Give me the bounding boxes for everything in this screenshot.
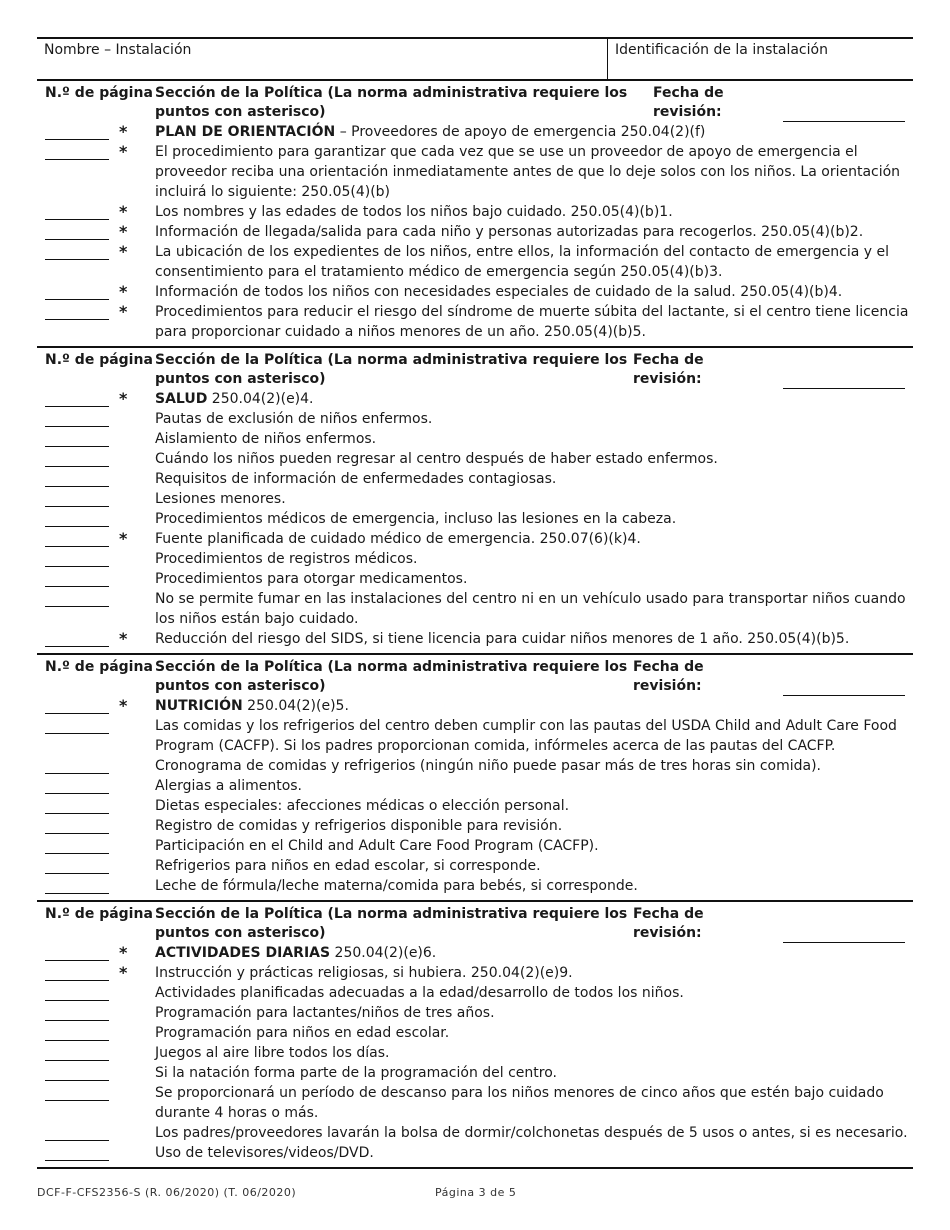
policy-item-text [155,142,913,202]
policy-item-body: Dietas especiales: afecciones médicas o elección personal. [155,798,570,814]
policy-item-body: Uso de televisores/videos/DVD. [155,1145,374,1161]
policy-item-text [155,529,913,549]
page-number-field[interactable] [37,943,147,963]
section-header [37,348,913,389]
policy-item-body: Instrucción y prácticas religiosas, si hubiera. 250.04(2)(e)9. [155,965,573,981]
page-number-field[interactable] [37,629,147,649]
policy-item-body: Pautas de exclusión de niños enfermos. [155,411,433,427]
facility-name-label: Nombre – Instalación [44,42,192,58]
policy-item-text [155,449,913,469]
policy-item-text [155,1063,913,1083]
page-number-field[interactable] [37,1083,147,1103]
page-number-field[interactable] [37,716,147,736]
policy-item-text [155,716,913,756]
policy-item [37,202,913,222]
policy-item [37,449,913,469]
page-number-field[interactable] [37,449,147,469]
policy-item [37,1083,913,1123]
policy-item-text [155,1123,913,1143]
review-date-column-header: Fecha de revisión: [633,906,704,941]
page-number-field[interactable] [37,776,147,796]
review-date-column-header: Fecha de revisión: [633,659,704,694]
required-asterisk: * [119,202,128,221]
page-number-field[interactable] [37,1063,147,1083]
policy-item-text [155,816,913,836]
policy-item [37,122,913,142]
policy-item-body: Procedimientos para otorgar medicamentos. [155,571,468,587]
policy-item-body: Leche de fórmula/leche materna/comida para bebés, si corresponde. [155,878,638,894]
policy-sections [37,81,913,1169]
policy-item-body: Juegos al aire libre todos los días. [155,1045,390,1061]
policy-item [37,816,913,836]
policy-item-body: Actividades planificadas adecuadas a la edad/desarrollo de todos los niños. [155,985,684,1001]
policy-item-text [155,509,913,529]
section-header [37,81,913,122]
policy-item-text [155,242,913,282]
page-number-field[interactable] [37,142,147,162]
policy-section-column-header: Sección de la Política (La norma administrativa requiere los puntos con asterisco) [155,352,628,387]
policy-item-text [155,876,913,896]
policy-item-body: Se proporcionará un período de descanso para los niños menores de cinco años que estén bajo cuidado durante 4 horas o más. [155,1085,884,1121]
policy-item-text [155,469,913,489]
policy-item [37,222,913,242]
page-number-field[interactable] [37,429,147,449]
policy-item-body: Lesiones menores. [155,491,286,507]
form-id: DCF-F-CFS2356-S (R. 06/2020) (T. 06/2020) [37,1186,297,1199]
policy-item [37,569,913,589]
policy-item-heading: SALUD [155,391,208,407]
page-number-field[interactable] [37,963,147,983]
policy-item-body: No se permite fumar en las instalaciones del centro ni en un vehículo usado para transportar niños cuando los niños están bajo cuidado. [155,591,906,627]
policy-item [37,856,913,876]
page-number-field[interactable] [37,876,147,896]
review-date-field[interactable] [743,658,913,696]
required-asterisk: * [119,389,128,408]
policy-item-text [155,696,913,716]
policy-section-column-header: Sección de la Política (La norma administrativa requiere los puntos con asterisco) [155,85,628,120]
page-number-field[interactable] [37,836,147,856]
policy-section [37,348,913,655]
policy-item-body: Los padres/proveedores lavarán la bolsa de dormir/colchonetas después de 5 usos o antes, si es necesario. [155,1125,908,1141]
policy-item [37,429,913,449]
policy-item-text [155,983,913,1003]
policy-item-text [155,756,913,776]
required-asterisk: * [119,242,128,261]
policy-item [37,876,913,896]
policy-item-body: La ubicación de los expedientes de los niños, entre ellos, la información del contacto de emergencia y el consentimiento para el tratamiento médico de emergencia según 250.05(4)(b)3. [155,244,890,280]
required-asterisk: * [119,629,128,648]
policy-item [37,469,913,489]
policy-item-text [155,1143,913,1163]
review-date-field[interactable] [743,351,913,389]
policy-item [37,776,913,796]
policy-item-text [155,1043,913,1063]
policy-item-body: – Proveedores de apoyo de emergencia 250.04(2)(f) [335,124,706,140]
page-number-column-header: N.º de página [45,85,153,101]
policy-item-body: 250.04(2)(e)5. [242,698,349,714]
page-number-field[interactable] [37,589,147,609]
policy-item-text [155,202,913,222]
page-number-field[interactable] [37,549,147,569]
page-number-field[interactable] [37,569,147,589]
required-asterisk: * [119,222,128,241]
policy-item-heading: ACTIVIDADES DIARIAS [155,945,331,961]
policy-item-text [155,1003,913,1023]
page-number-field[interactable] [37,1143,147,1163]
policy-section-column-header: Sección de la Política (La norma administrativa requiere los puntos con asterisco) [155,659,628,694]
policy-section [37,81,913,348]
page-number-column-header: N.º de página [45,906,153,922]
page-number-field[interactable] [37,696,147,716]
policy-item-text [155,429,913,449]
policy-item-body: Programación para lactantes/niños de tres años. [155,1005,495,1021]
form-page [37,37,913,1169]
policy-item [37,389,913,409]
policy-item [37,1143,913,1163]
policy-item-text [155,836,913,856]
review-date-column-header: Fecha de revisión: [653,85,724,120]
page-number: Página 3 de 5 [435,1186,517,1199]
page-number-field[interactable] [37,282,147,302]
policy-item-text [155,122,913,142]
required-asterisk: * [119,142,128,161]
required-asterisk: * [119,302,128,321]
page-number-field[interactable] [37,529,147,549]
policy-item-body: Requisitos de información de enfermedades contagiosas. [155,471,557,487]
policy-section-column-header: Sección de la Política (La norma administrativa requiere los puntos con asterisco) [155,906,628,941]
page-number-field[interactable] [37,1003,147,1023]
policy-item-body: Programación para niños en edad escolar. [155,1025,450,1041]
required-asterisk: * [119,122,128,141]
page-number-field[interactable] [37,1043,147,1063]
policy-item-text [155,1023,913,1043]
facility-id-field[interactable] [608,39,913,79]
page-number-column-header: N.º de página [45,659,153,675]
policy-section [37,655,913,902]
policy-item-body: Fuente planificada de cuidado médico de emergencia. 250.07(6)(k)4. [155,531,641,547]
policy-item-text [155,409,913,429]
policy-item-body: Las comidas y los refrigerios del centro deben cumplir con las pautas del USDA Child and Adult Care Food Program (CACFP). Si los padres proporcionan comida, infórmeles acerca de las pautas del CACFP. [155,718,897,754]
policy-item-body: Procedimientos para reducir el riesgo del síndrome de muerte súbita del lactante, si el centro tiene licencia para proporcionar cuidado a niños menores de un año. 250.05(4)(b)5. [155,304,909,340]
review-date-field[interactable] [743,905,913,943]
policy-item [37,302,913,342]
page-number-column-header: N.º de página [45,352,153,368]
policy-item-text [155,629,913,649]
review-date-field[interactable] [763,84,913,122]
policy-item-text [155,776,913,796]
section-header [37,902,913,943]
policy-item [37,756,913,776]
policy-item-body: Aislamiento de niños enfermos. [155,431,377,447]
policy-item [37,489,913,509]
policy-item-body: Registro de comidas y refrigerios disponible para revisión. [155,818,563,834]
policy-item [37,716,913,756]
policy-item [37,629,913,649]
policy-item [37,242,913,282]
policy-item [37,983,913,1003]
policy-item [37,409,913,429]
policy-item [37,963,913,983]
policy-item [37,1063,913,1083]
page-number-field[interactable] [37,796,147,816]
policy-item-body: Procedimientos médicos de emergencia, incluso las lesiones en la cabeza. [155,511,677,527]
page-number-field[interactable] [37,302,147,322]
required-asterisk: * [119,529,128,548]
page-number-field[interactable] [37,983,147,1003]
page-number-field[interactable] [37,509,147,529]
page-number-field[interactable] [37,389,147,409]
policy-item-text [155,796,913,816]
policy-item-body: El procedimiento para garantizar que cada vez que se use un proveedor de apoyo de emergencia el proveedor reciba una orientación inmediatamente antes de que lo deje solos con los niños. La orientación incluirá lo siguiente: 250.05(4)(b) [155,144,901,200]
page-number-field[interactable] [37,242,147,262]
required-asterisk: * [119,943,128,962]
policy-item-body: Participación en el Child and Adult Care Food Program (CACFP). [155,838,599,854]
page-number-field[interactable] [37,1023,147,1043]
policy-item-text [155,943,913,963]
policy-item [37,549,913,569]
policy-item-text [155,489,913,509]
policy-item [37,1123,913,1143]
facility-name-field[interactable] [37,39,608,79]
page-number-field[interactable] [37,816,147,836]
policy-item-body: 250.04(2)(e)6. [330,945,437,961]
policy-item-text [155,1083,913,1123]
policy-item-text [155,589,913,629]
required-asterisk: * [119,696,128,715]
policy-item [37,142,913,202]
policy-item-body: Los nombres y las edades de todos los niños bajo cuidado. 250.05(4)(b)1. [155,204,673,220]
required-asterisk: * [119,282,128,301]
policy-item-text [155,549,913,569]
policy-item-body: Reducción del riesgo del SIDS, si tiene licencia para cuidar niños menores de 1 año. 250.05(4)(b)5. [155,631,850,647]
policy-item-text [155,389,913,409]
policy-item-text [155,282,913,302]
page-number-field[interactable] [37,122,147,142]
policy-item-body: Información de todos los niños con necesidades especiales de cuidado de la salud. 250.05(4)(b)4. [155,284,843,300]
policy-item-body: Alergias a alimentos. [155,778,302,794]
policy-item [37,696,913,716]
policy-section [37,902,913,1169]
policy-item [37,796,913,816]
policy-item-text [155,856,913,876]
policy-item-body: Si la natación forma parte de la programación del centro. [155,1065,558,1081]
section-header [37,655,913,696]
policy-item-heading: PLAN DE ORIENTACIÓN [155,124,336,140]
policy-item-body: Cuándo los niños pueden regresar al centro después de haber estado enfermos. [155,451,718,467]
policy-item-heading: NUTRICIÓN [155,698,243,714]
page-number-field[interactable] [37,202,147,222]
policy-item [37,282,913,302]
policy-item [37,836,913,856]
policy-item-body: Información de llegada/salida para cada niño y personas autorizadas para recogerlos. 250.05(4)(b)2. [155,224,864,240]
policy-item-text [155,963,913,983]
page-number-field[interactable] [37,856,147,876]
policy-item [37,509,913,529]
page-number-field[interactable] [37,409,147,429]
policy-item [37,589,913,629]
policy-item-text [155,222,913,242]
policy-item-text [155,569,913,589]
policy-item [37,943,913,963]
policy-item [37,1023,913,1043]
policy-item-body: 250.04(2)(e)4. [207,391,314,407]
policy-item-text [155,302,913,342]
policy-item-body: Cronograma de comidas y refrigerios (ningún niño puede pasar más de tres horas sin comida). [155,758,821,774]
facility-id-label: Identificación de la instalación [615,42,828,58]
policy-item-body: Refrigerios para niños en edad escolar, si corresponde. [155,858,541,874]
policy-item [37,1003,913,1023]
required-asterisk: * [119,963,128,982]
page-number-field[interactable] [37,469,147,489]
policy-item-body: Procedimientos de registros médicos. [155,551,418,567]
page-number-field[interactable] [37,1123,147,1143]
page-number-field[interactable] [37,222,147,242]
policy-item [37,1043,913,1063]
page-number-field[interactable] [37,756,147,776]
facility-header [37,37,913,81]
page-number-field[interactable] [37,489,147,509]
review-date-column-header: Fecha de revisión: [633,352,704,387]
policy-item [37,529,913,549]
